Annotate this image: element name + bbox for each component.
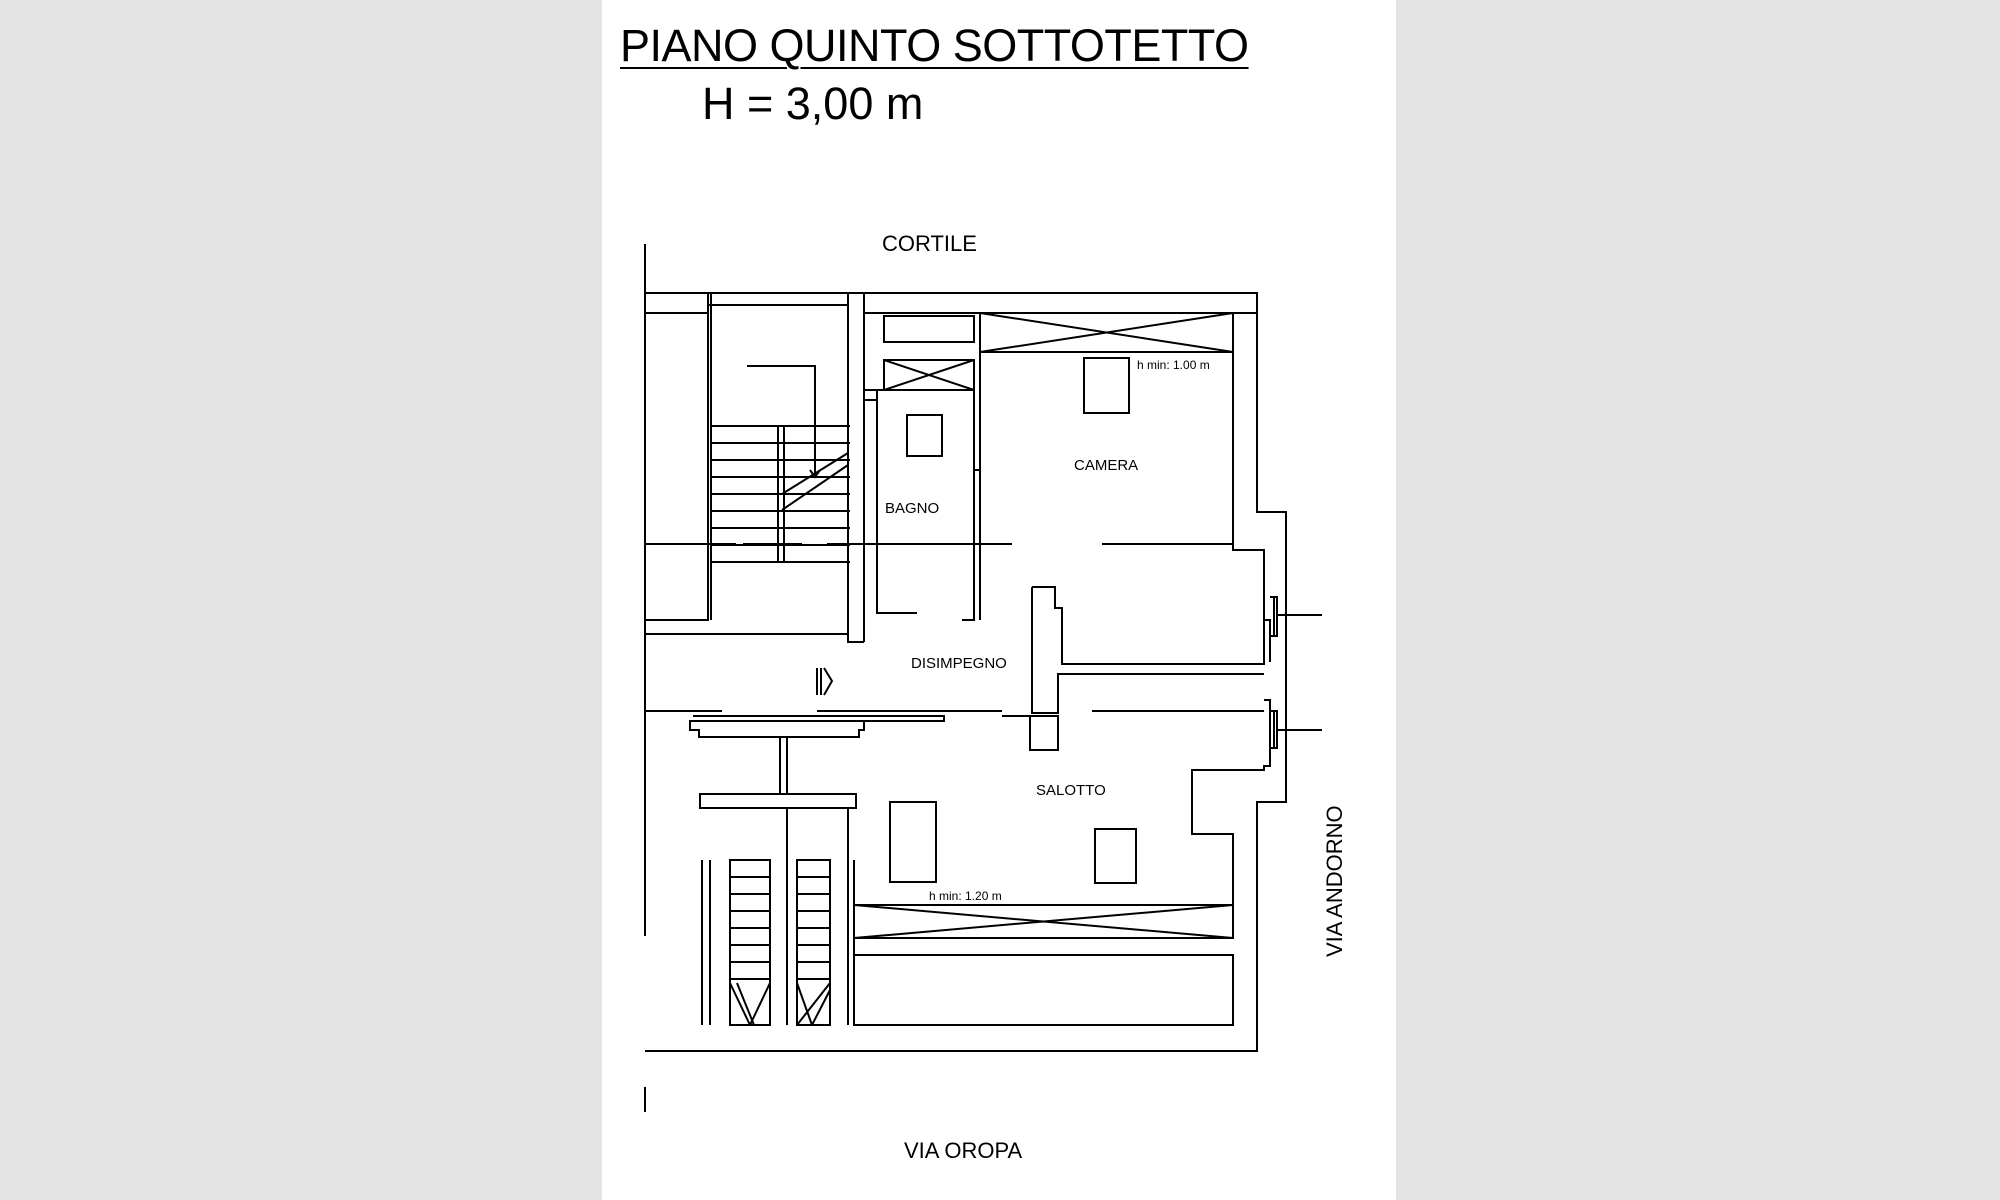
bagno-cross-box — [884, 360, 974, 390]
camera-fixture — [1084, 358, 1129, 413]
camera-bottom-wall — [1032, 587, 1264, 713]
stair-upper-treads — [711, 426, 850, 562]
salotto-top-wall — [690, 716, 944, 737]
stair-lower-right-treads — [797, 877, 830, 979]
window-east-upper — [1270, 597, 1322, 636]
camera-lower-wall — [1032, 587, 1264, 664]
window-east-lower — [1270, 711, 1322, 748]
stair-lower-left — [702, 860, 770, 1025]
ceiling-height-note: H = 3,00 m — [702, 78, 924, 129]
floor-plan-drawing — [602, 0, 1396, 1200]
stair-lower-right-fan — [797, 983, 830, 1025]
annotation-camera-min-height: h min: 1.00 m — [1137, 358, 1210, 372]
stair-lower-left-treads — [730, 877, 770, 979]
inner-wall-top — [645, 313, 708, 620]
stair-upper-arrow — [782, 426, 848, 510]
plan-title: PIANO QUINTO SOTTOTETTO — [620, 20, 1249, 71]
entry-symbol — [817, 668, 832, 695]
room-label-disimpegno: DISIMPEGNO — [911, 655, 1007, 672]
stair-upper-box — [747, 366, 815, 426]
salotto-fixture-right — [1095, 829, 1136, 883]
annotation-salotto-min-height: h min: 1.20 m — [929, 889, 1002, 903]
bagno-upper-rect — [884, 316, 974, 342]
stair-top-frame — [708, 293, 864, 642]
label-cortile: CORTILE — [882, 231, 977, 256]
salotto-fixture-left — [890, 802, 936, 882]
floor-plan-sheet — [602, 0, 1396, 1200]
room-label-camera: CAMERA — [1074, 457, 1139, 474]
salotto-cross-band — [854, 905, 1233, 938]
bagno-fixture — [907, 415, 942, 456]
bagno-wall — [864, 293, 1257, 313]
bagno-right-wall — [962, 390, 980, 620]
salotto-inner-wall — [1002, 716, 1058, 750]
stair-lower-right — [787, 808, 854, 1025]
label-via-oropa: VIA OROPA — [904, 1138, 1023, 1163]
camera-cross-band — [980, 313, 1233, 352]
camera-wall — [980, 352, 1270, 662]
label-via-andorno: VIA ANDORNO — [1322, 805, 1347, 957]
stair-lower-columns — [700, 737, 856, 808]
room-label-bagno: BAGNO — [885, 500, 940, 517]
stair-lower-left-fan — [730, 983, 770, 1025]
salotto-lower-rect — [854, 955, 1233, 1025]
room-label-salotto: SALOTTO — [1036, 782, 1106, 799]
